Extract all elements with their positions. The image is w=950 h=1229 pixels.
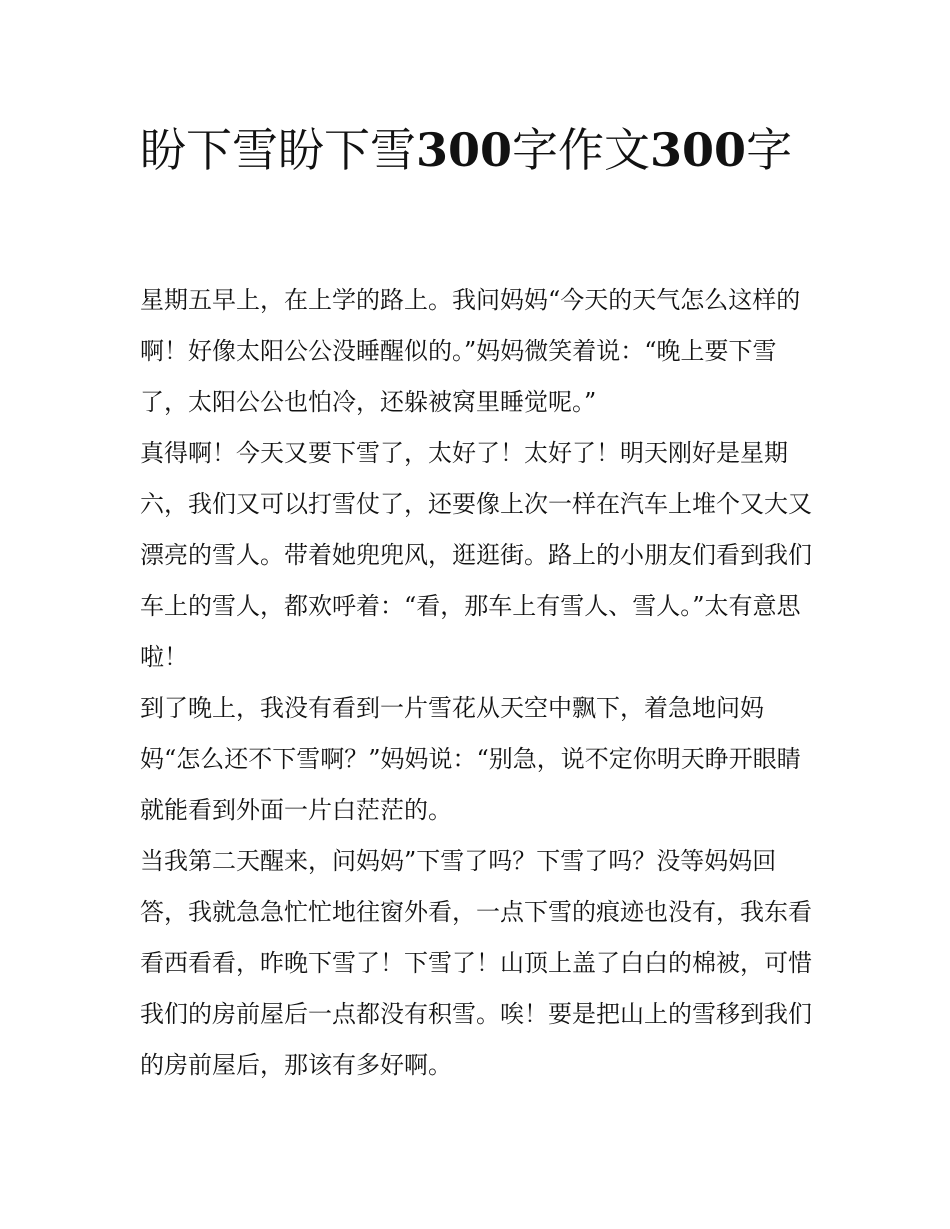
document-body <box>140 275 820 1091</box>
paragraph-2: 真得啊！今天又要下雪了，太好了！太好了！明天刚好是星期六，我们又可以打雪仗了，还要像上次一样在汽车上堆个又大又漂亮的雪人。带着她兜兜风，逛逛街。路上的小朋友们看到我们车上的雪人，都欢呼着：“看，那车上有雪人、雪人。”太有意思啦！ <box>140 439 812 671</box>
paragraph-1: 星期五早上，在上学的路上。我问妈妈“今天的天气怎么这样的啊！好像太阳公公没睡醒似的。”妈妈微笑着说：“晚上要下雪了，太阳公公也怕冷，还躲被窝里睡觉呢。” <box>140 286 801 416</box>
paragraph-4: 当我第二天醒来，问妈妈”下雪了吗？下雪了吗？没等妈妈回答，我就急急忙忙地往窗外看，一点下雪的痕迹也没有，我东看看西看看，昨晚下雪了！下雪了！山顶上盖了白白的棉被，可惜我们的房前屋后一点都没有积雪。唉！要是把山上的雪移到我们的房前屋后，那该有多好啊。 <box>140 847 812 1079</box>
document-title: 盼下雪盼下雪300字作文300字 <box>140 123 793 177</box>
paragraph-3: 到了晚上，我没有看到一片雪花从天空中飘下，着急地问妈妈“怎么还不下雪啊？”妈妈说：“别急，说不定你明天睁开眼睛就能看到外面一片白茫茫的。 <box>140 694 801 824</box>
